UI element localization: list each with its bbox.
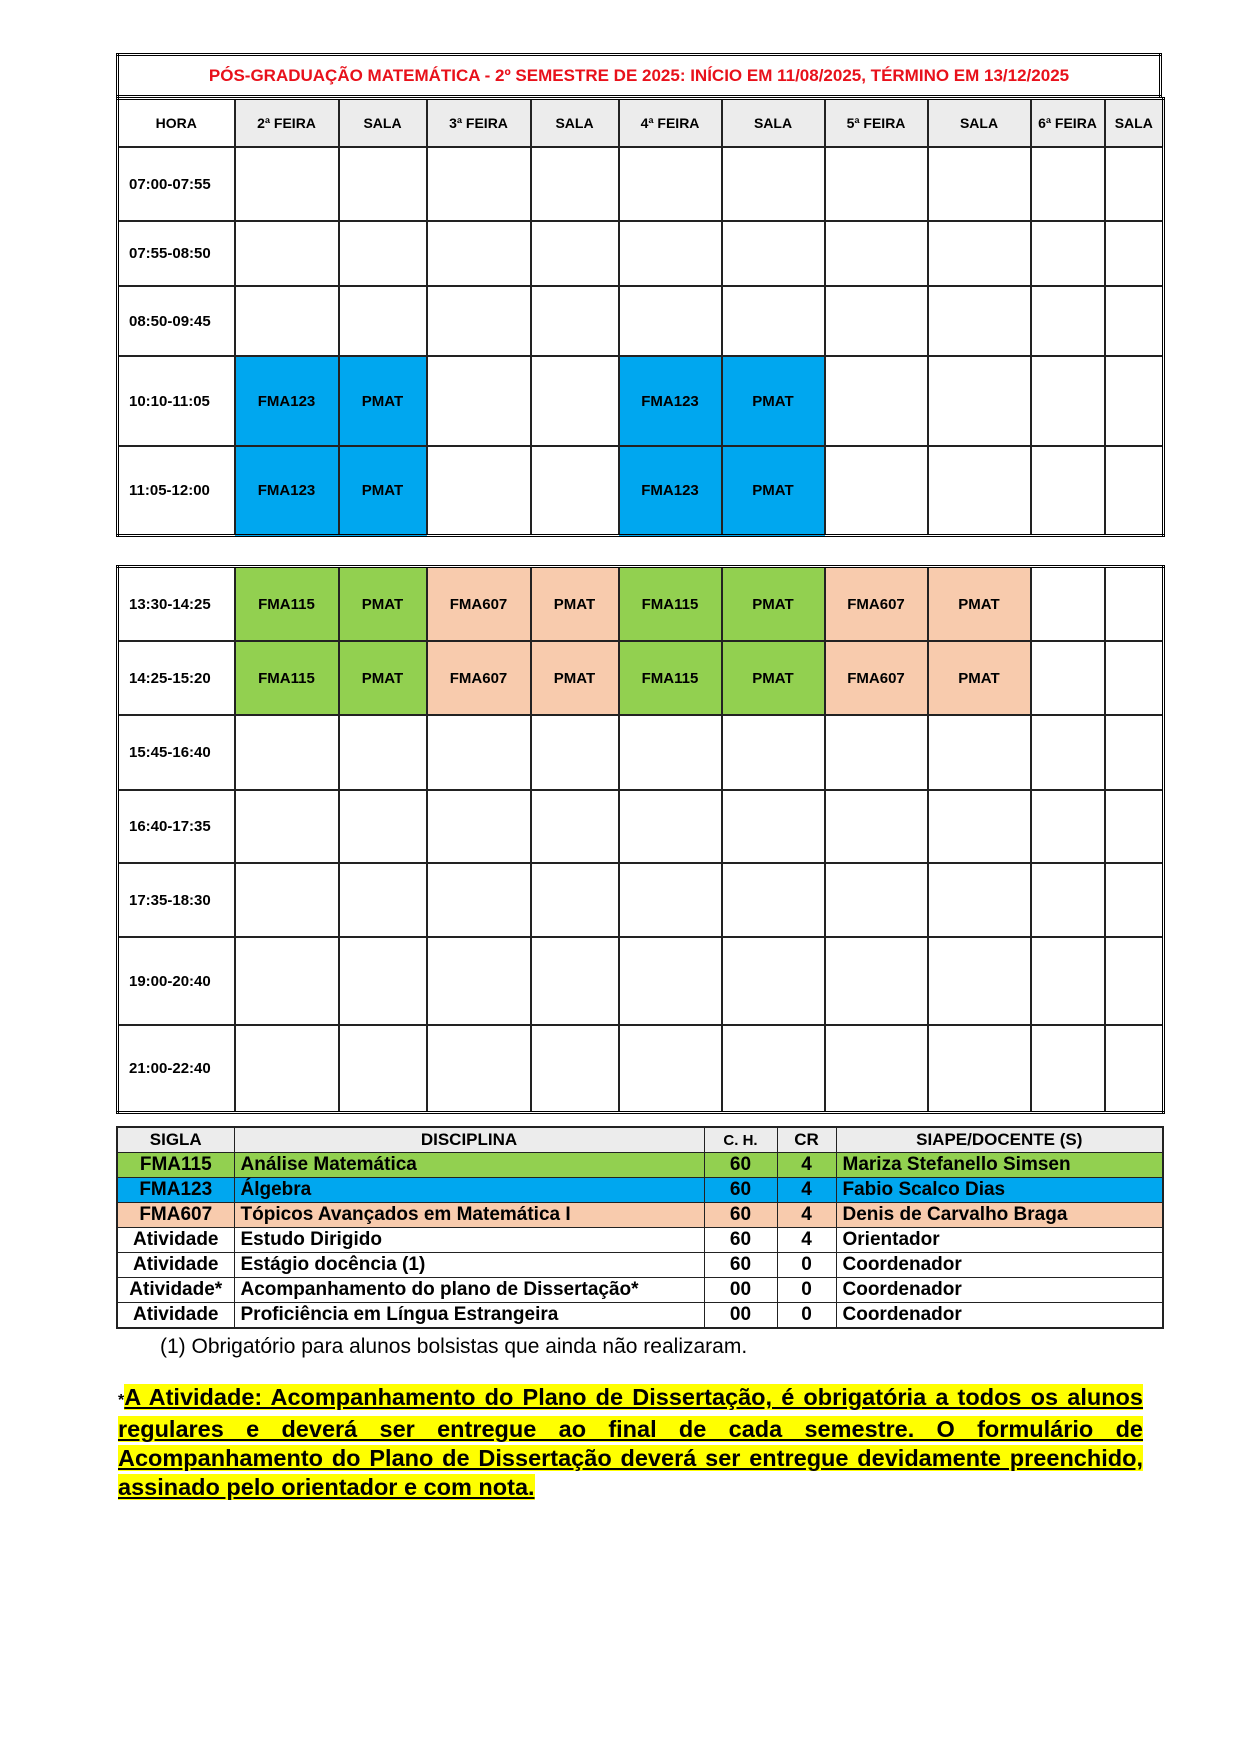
afternoon-schedule-table	[116, 565, 1165, 1114]
schedule-cell: PMAT	[339, 567, 427, 642]
schedule-cell	[427, 937, 531, 1025]
legend-row	[117, 1278, 1163, 1303]
schedule-cell	[825, 356, 928, 446]
schedule-cell	[928, 937, 1031, 1025]
legend-header-row	[117, 1127, 1163, 1153]
schedule-cell	[427, 790, 531, 863]
schedule-cell: PMAT	[928, 641, 1031, 715]
schedule-cell	[1031, 221, 1105, 286]
dissertation-notice	[118, 1383, 1143, 1502]
legend-ch: 60	[704, 1178, 777, 1203]
legend-cr: 0	[777, 1278, 836, 1303]
legend-docente: Denis de Carvalho Braga	[836, 1203, 1163, 1228]
schedule-cell	[619, 937, 722, 1025]
schedule-cell	[339, 790, 427, 863]
header-cell: 4ª FEIRA	[619, 99, 722, 148]
notice-asterisk: *	[118, 1392, 125, 1409]
legend-cr: 4	[777, 1228, 836, 1253]
schedule-row	[118, 221, 1164, 286]
schedule-cell	[339, 715, 427, 790]
schedule-cell	[722, 715, 825, 790]
schedule-cell	[825, 446, 928, 536]
schedule-cell	[1105, 790, 1164, 863]
legend-sigla: Atividade	[117, 1303, 234, 1329]
schedule-cell	[619, 715, 722, 790]
legend-ch: 60	[704, 1253, 777, 1278]
schedule-cell	[1031, 790, 1105, 863]
legend-cr: 4	[777, 1153, 836, 1178]
legend-cr: 4	[777, 1203, 836, 1228]
schedule-cell: FMA123	[619, 446, 722, 536]
legend-disciplina: Álgebra	[234, 1178, 704, 1203]
schedule-cell	[427, 147, 531, 221]
morning-schedule-table	[116, 97, 1165, 537]
legend-cr: 4	[777, 1178, 836, 1203]
schedule-cell	[427, 863, 531, 937]
legend-row	[117, 1228, 1163, 1253]
legend-sigla: Atividade	[117, 1253, 234, 1278]
schedule-cell	[928, 221, 1031, 286]
schedule-cell	[1031, 147, 1105, 221]
schedule-cell	[928, 147, 1031, 221]
schedule-cell	[619, 790, 722, 863]
schedule-cell	[235, 286, 339, 356]
schedule-cell: PMAT	[722, 641, 825, 715]
schedule-cell	[722, 147, 825, 221]
schedule-cell: FMA123	[235, 446, 339, 536]
legend-disciplina: Tópicos Avançados em Matemática I	[234, 1203, 704, 1228]
time-slot: 07:55-08:50	[118, 221, 235, 286]
notice-text: A Atividade: Acompanhamento do Plano de Dissertação, é obrigatória a todos os alunos regulares e deverá ser entregue ao final de cada semestre. O formulário de Acompanhamento do Plano de Dissertação deverá ser entregue devidamente preenchido, assinado pelo orientador e com nota.	[118, 1384, 1143, 1500]
legend-cr: 0	[777, 1253, 836, 1278]
schedule-cell	[619, 286, 722, 356]
schedule-cell	[531, 286, 619, 356]
schedule-cell: FMA115	[235, 641, 339, 715]
schedule-cell	[1031, 567, 1105, 642]
legend-row	[117, 1253, 1163, 1278]
schedule-cell	[339, 221, 427, 286]
legend-ch: 00	[704, 1303, 777, 1329]
legend-sigla: FMA123	[117, 1178, 234, 1203]
schedule-cell	[1105, 356, 1164, 446]
schedule-cell: PMAT	[339, 446, 427, 536]
schedule-cell	[339, 147, 427, 221]
schedule-cell	[1105, 1025, 1164, 1113]
schedule-cell	[427, 221, 531, 286]
schedule-cell	[1105, 937, 1164, 1025]
time-slot: 19:00-20:40	[118, 937, 235, 1025]
legend-disciplina: Proficiência em Língua Estrangeira	[234, 1303, 704, 1329]
schedule-row	[118, 356, 1164, 446]
schedule-cell	[1105, 641, 1164, 715]
schedule-row	[118, 641, 1164, 715]
schedule-cell	[825, 715, 928, 790]
schedule-cell	[1105, 221, 1164, 286]
schedule-cell: FMA115	[235, 567, 339, 642]
schedule-title: PÓS-GRADUAÇÃO MATEMÁTICA - 2º SEMESTRE DE 2025: INÍCIO EM 11/08/2025, TÉRMINO EM 13/12/2025	[118, 55, 1161, 97]
schedule-cell	[531, 221, 619, 286]
schedule-cell: PMAT	[339, 641, 427, 715]
schedule-cell	[825, 286, 928, 356]
schedule-row	[118, 446, 1164, 536]
schedule-cell: FMA123	[619, 356, 722, 446]
schedule-cell	[235, 1025, 339, 1113]
legend-row	[117, 1178, 1163, 1203]
header-cell: 5ª FEIRA	[825, 99, 928, 148]
schedule-cell	[339, 863, 427, 937]
legend-header-cell: CR	[777, 1127, 836, 1153]
legend-sigla: FMA115	[117, 1153, 234, 1178]
legend-row	[117, 1203, 1163, 1228]
schedule-cell	[825, 221, 928, 286]
schedule-cell	[339, 937, 427, 1025]
schedule-cell	[531, 715, 619, 790]
schedule-cell: FMA123	[235, 356, 339, 446]
schedule-cell	[427, 286, 531, 356]
footnote: (1) Obrigatório para alunos bolsistas que ainda não realizaram.	[160, 1335, 748, 1358]
time-slot: 08:50-09:45	[118, 286, 235, 356]
legend-docente: Coordenador	[836, 1253, 1163, 1278]
schedule-cell	[1031, 641, 1105, 715]
schedule-cell	[928, 715, 1031, 790]
legend-row	[117, 1153, 1163, 1178]
legend-sigla: Atividade*	[117, 1278, 234, 1303]
legend-docente: Mariza Stefanello Simsen	[836, 1153, 1163, 1178]
schedule-title-table	[116, 53, 1162, 98]
header-cell: 6ª FEIRA	[1031, 99, 1105, 148]
schedule-row	[118, 863, 1164, 937]
schedule-cell	[928, 1025, 1031, 1113]
schedule-cell	[1105, 715, 1164, 790]
schedule-cell	[825, 863, 928, 937]
legend-ch: 60	[704, 1203, 777, 1228]
schedule-cell	[928, 790, 1031, 863]
schedule-cell	[619, 221, 722, 286]
schedule-cell	[1031, 715, 1105, 790]
schedule-cell	[531, 147, 619, 221]
legend-ch: 60	[704, 1153, 777, 1178]
schedule-cell	[722, 221, 825, 286]
schedule-cell: FMA115	[619, 641, 722, 715]
schedule-cell	[1105, 147, 1164, 221]
legend-header-cell: DISCIPLINA	[234, 1127, 704, 1153]
schedule-cell: PMAT	[722, 567, 825, 642]
legend-docente: Orientador	[836, 1228, 1163, 1253]
schedule-cell	[619, 1025, 722, 1113]
schedule-cell	[531, 863, 619, 937]
schedule-cell: PMAT	[928, 567, 1031, 642]
legend-docente: Coordenador	[836, 1278, 1163, 1303]
header-cell: HORA	[118, 99, 235, 148]
legend-disciplina: Estudo Dirigido	[234, 1228, 704, 1253]
schedule-cell	[825, 790, 928, 863]
schedule-cell	[1031, 286, 1105, 356]
schedule-cell: PMAT	[722, 446, 825, 536]
schedule-cell	[531, 790, 619, 863]
schedule-cell	[235, 147, 339, 221]
time-slot: 21:00-22:40	[118, 1025, 235, 1113]
schedule-cell	[1031, 937, 1105, 1025]
schedule-cell: PMAT	[531, 641, 619, 715]
schedule-row	[118, 1025, 1164, 1113]
course-legend-table	[116, 1126, 1164, 1329]
time-slot: 15:45-16:40	[118, 715, 235, 790]
schedule-cell	[427, 1025, 531, 1113]
legend-ch: 00	[704, 1278, 777, 1303]
time-slot: 16:40-17:35	[118, 790, 235, 863]
schedule-cell	[531, 356, 619, 446]
legend-docente: Coordenador	[836, 1303, 1163, 1329]
schedule-cell	[1031, 1025, 1105, 1113]
schedule-cell	[235, 790, 339, 863]
schedule-cell	[235, 937, 339, 1025]
schedule-cell: FMA607	[427, 567, 531, 642]
legend-disciplina: Estágio docência (1)	[234, 1253, 704, 1278]
schedule-cell	[1031, 356, 1105, 446]
schedule-row	[118, 567, 1164, 642]
time-slot: 07:00-07:55	[118, 147, 235, 221]
schedule-cell	[235, 221, 339, 286]
schedule-cell	[339, 286, 427, 356]
legend-sigla: Atividade	[117, 1228, 234, 1253]
schedule-cell: FMA115	[619, 567, 722, 642]
schedule-cell	[427, 356, 531, 446]
schedule-cell	[235, 863, 339, 937]
schedule-cell	[825, 147, 928, 221]
legend-docente: Fabio Scalco Dias	[836, 1178, 1163, 1203]
schedule-row	[118, 147, 1164, 221]
schedule-cell	[928, 356, 1031, 446]
schedule-cell	[825, 1025, 928, 1113]
header-cell: 2ª FEIRA	[235, 99, 339, 148]
schedule-cell	[1031, 446, 1105, 536]
header-cell: SALA	[339, 99, 427, 148]
schedule-cell: FMA607	[825, 567, 928, 642]
schedule-cell	[427, 446, 531, 536]
schedule-cell	[531, 937, 619, 1025]
legend-header-cell: SIGLA	[117, 1127, 234, 1153]
header-cell: SALA	[1105, 99, 1164, 148]
schedule-cell: PMAT	[722, 356, 825, 446]
schedule-cell	[722, 1025, 825, 1113]
schedule-cell: FMA607	[427, 641, 531, 715]
schedule-header-row	[118, 99, 1164, 148]
schedule-row	[118, 715, 1164, 790]
legend-disciplina: Acompanhamento do plano de Dissertação*	[234, 1278, 704, 1303]
schedule-cell	[722, 863, 825, 937]
schedule-row	[118, 286, 1164, 356]
schedule-cell	[722, 790, 825, 863]
time-slot: 17:35-18:30	[118, 863, 235, 937]
schedule-cell	[928, 863, 1031, 937]
legend-cr: 0	[777, 1303, 836, 1329]
schedule-cell	[1105, 567, 1164, 642]
header-cell: 3ª FEIRA	[427, 99, 531, 148]
header-cell: SALA	[531, 99, 619, 148]
schedule-cell	[1105, 286, 1164, 356]
time-slot: 11:05-12:00	[118, 446, 235, 536]
header-cell: SALA	[928, 99, 1031, 148]
schedule-row	[118, 937, 1164, 1025]
legend-sigla: FMA607	[117, 1203, 234, 1228]
schedule-cell	[339, 1025, 427, 1113]
schedule-cell: FMA607	[825, 641, 928, 715]
legend-row	[117, 1303, 1163, 1329]
header-cell: SALA	[722, 99, 825, 148]
legend-disciplina: Análise Matemática	[234, 1153, 704, 1178]
time-slot: 10:10-11:05	[118, 356, 235, 446]
schedule-cell	[722, 937, 825, 1025]
legend-ch: 60	[704, 1228, 777, 1253]
schedule-cell: PMAT	[339, 356, 427, 446]
time-slot: 14:25-15:20	[118, 641, 235, 715]
schedule-cell	[427, 715, 531, 790]
schedule-cell	[928, 286, 1031, 356]
schedule-cell	[531, 1025, 619, 1113]
schedule-cell	[722, 286, 825, 356]
schedule-cell	[1031, 863, 1105, 937]
schedule-cell	[1105, 446, 1164, 536]
schedule-cell	[619, 863, 722, 937]
schedule-row	[118, 790, 1164, 863]
schedule-cell: PMAT	[531, 567, 619, 642]
schedule-cell	[928, 446, 1031, 536]
legend-header-cell: SIAPE/DOCENTE (S)	[836, 1127, 1163, 1153]
schedule-cell	[531, 446, 619, 536]
schedule-cell	[1105, 863, 1164, 937]
schedule-cell	[235, 715, 339, 790]
time-slot: 13:30-14:25	[118, 567, 235, 642]
legend-header-cell: C. H.	[704, 1127, 777, 1153]
schedule-cell	[825, 937, 928, 1025]
schedule-cell	[619, 147, 722, 221]
